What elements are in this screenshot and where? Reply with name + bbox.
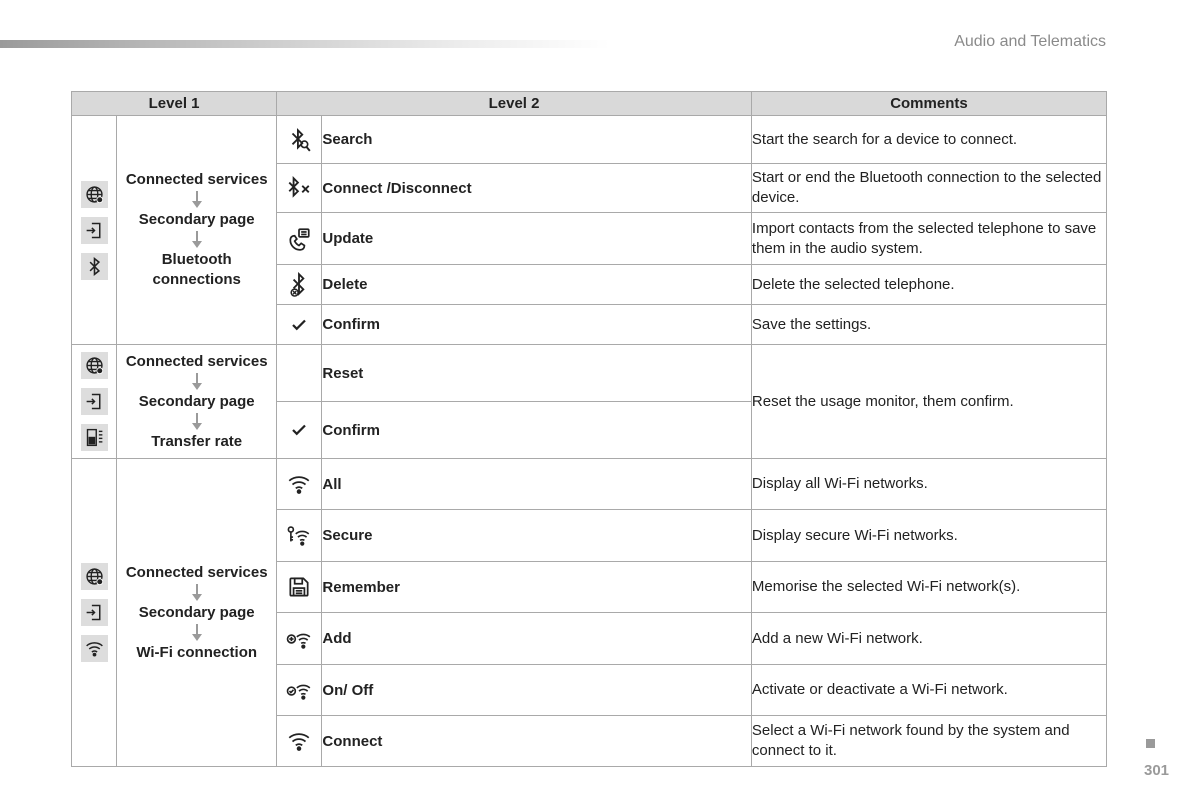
wifi-add-icon[interactable] [277, 613, 322, 665]
level1-icons-cell [72, 345, 117, 459]
connected-services-icon [81, 563, 108, 590]
comment-cell: Display all Wi-Fi networks. [751, 459, 1106, 510]
down-arrow-icon [117, 583, 276, 603]
level2-label[interactable]: Search [322, 116, 751, 164]
level2-label[interactable]: On/ Off [322, 665, 751, 716]
level1-bluetooth-connections: Bluetooth connections [152, 251, 241, 288]
level1-wifi-connection: Wi-Fi connection [136, 643, 258, 661]
down-arrow-icon [117, 372, 276, 392]
level2-label[interactable]: Delete [322, 265, 751, 305]
save-icon[interactable] [277, 562, 322, 613]
comment-cell: Select a Wi-Fi network found by the system and connect to it. [751, 716, 1106, 767]
page-marker [1146, 739, 1155, 748]
empty-icon-cell [277, 345, 322, 402]
level1-path [117, 345, 277, 459]
level1-secondary-page: Secondary page [138, 603, 255, 621]
comment-cell: Reset the usage monitor, them confirm. [751, 345, 1106, 459]
level1-connected-services: Connected services [125, 352, 268, 370]
comment-cell: Start or end the Bluetooth connection to the selected device. [751, 164, 1106, 213]
level1-path [117, 116, 277, 345]
comment-cell: Activate or deactivate a Wi-Fi network. [751, 665, 1106, 716]
wifi-toggle-icon[interactable] [277, 665, 322, 716]
header-level1: Level 1 [72, 92, 277, 116]
menu-table [71, 91, 1107, 767]
level2-label[interactable]: Connect /Disconnect [322, 164, 751, 213]
comment-cell: Save the settings. [751, 305, 1106, 345]
header-gradient-bar [0, 40, 610, 48]
level1-transfer-rate: Transfer rate [151, 432, 243, 450]
table-header-row [72, 92, 1107, 116]
table-row [72, 116, 1107, 164]
secondary-page-icon [81, 388, 108, 415]
down-arrow-icon [117, 412, 276, 432]
phone-contacts-icon[interactable] [277, 213, 322, 265]
bluetooth-search-icon[interactable] [277, 116, 322, 164]
comment-cell: Add a new Wi-Fi network. [751, 613, 1106, 665]
level2-label[interactable]: Update [322, 213, 751, 265]
level1-secondary-page: Secondary page [138, 211, 255, 228]
header-level2: Level 2 [277, 92, 752, 116]
level2-label[interactable]: Secure [322, 510, 751, 562]
bluetooth-connect-icon[interactable] [277, 164, 322, 213]
header-comments: Comments [751, 92, 1106, 116]
bluetooth-delete-icon[interactable] [277, 265, 322, 305]
wifi-icon[interactable] [277, 459, 322, 510]
connected-services-icon [81, 352, 108, 379]
level1-connected-services: Connected services [125, 171, 268, 188]
level1-path [117, 459, 277, 767]
level2-label[interactable]: Confirm [322, 305, 751, 345]
level1-connected-services: Connected services [125, 563, 268, 581]
checkmark-icon[interactable] [277, 402, 322, 459]
level2-label[interactable]: Connect [322, 716, 751, 767]
down-arrow-icon [117, 190, 276, 210]
level1-icons-cell [72, 459, 117, 767]
bluetooth-icon [81, 253, 108, 280]
wifi-icon [81, 635, 108, 662]
level2-label[interactable]: Confirm [322, 402, 751, 459]
section-title: Audio and Telematics [954, 33, 1106, 50]
page-number: 301 [1144, 762, 1170, 779]
comment-cell: Import contacts from the selected telephone to save them in the audio system. [751, 213, 1106, 265]
level1-secondary-page: Secondary page [138, 392, 255, 410]
level2-label[interactable]: Remember [322, 562, 751, 613]
level2-label[interactable]: Reset [322, 345, 751, 402]
level2-label[interactable]: All [322, 459, 751, 510]
checkmark-icon[interactable] [277, 305, 322, 345]
table-row [72, 345, 1107, 402]
comment-cell: Display secure Wi-Fi networks. [751, 510, 1106, 562]
comment-cell: Delete the selected telephone. [751, 265, 1106, 305]
secondary-page-icon [81, 217, 108, 244]
table-row [72, 459, 1107, 510]
level1-icons-cell [72, 116, 117, 345]
secondary-page-icon [81, 599, 108, 626]
connected-services-icon [81, 181, 108, 208]
wifi-icon[interactable] [277, 716, 322, 767]
down-arrow-icon [117, 623, 276, 643]
comment-cell: Memorise the selected Wi-Fi network(s). [751, 562, 1106, 613]
down-arrow-icon [117, 230, 276, 250]
wifi-secure-icon[interactable] [277, 510, 322, 562]
level2-label[interactable]: Add [322, 613, 751, 665]
comment-cell: Start the search for a device to connect. [751, 116, 1106, 164]
transfer-rate-icon [81, 424, 108, 451]
